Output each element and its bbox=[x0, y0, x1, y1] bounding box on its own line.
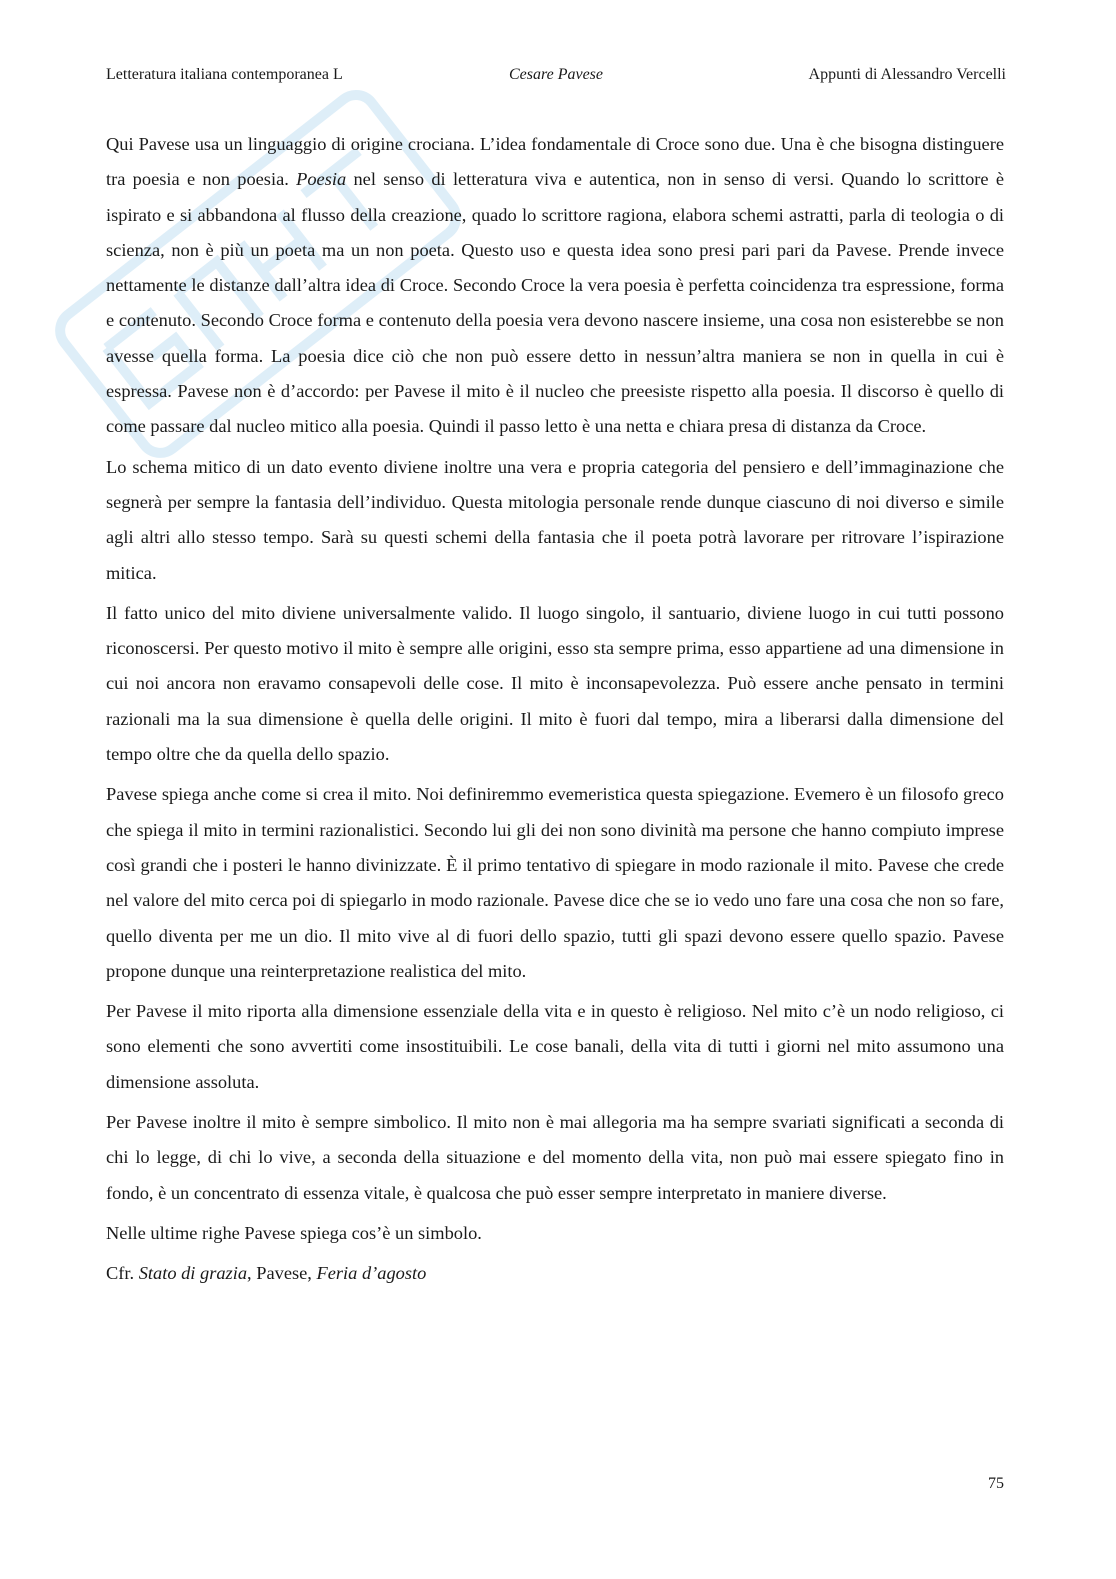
paragraph-1-part-b: nel senso di letteratura viva e autentica, non in senso di versi. Quando lo scrittore è ispirato e si abbandona al flusso della creazione, quado lo scrittore ragiona, elabora schemi astratti, parla di teologia o di scienza, non è più un poeta ma un non poeta. Questo uso e questa idea sono presi pari pari da Pavese. Prende invece nettamente le distanze dall’altra idea di Croce. Secondo Croce la vera poesia è perfetta coincidenza tra espressione, forma e contenuto. Secondo Croce forma e contenuto della poesia vera devono nascere insieme, una cosa non esisterebbe se non avesse quella forma. La poesia dice ciò che non può essere detto in nessun’altra maniera se non in quella in cui è espressa. Pavese non è d’accordo: per Pavese il mito è il nucleo che preesiste rispetto alla poesia. Il discorso è quello di come passare dal nucleo mitico alla poesia. Quindi il passo letto è una netta e chiara presa di distanza da Croce. bbox=[106, 169, 1004, 437]
paragraph-1 bbox=[106, 127, 1004, 445]
page-header bbox=[106, 66, 1006, 90]
cfr-mid: , Pavese, bbox=[247, 1263, 317, 1284]
header-author: Appunti di Alessandro Vercelli bbox=[808, 66, 1006, 83]
page-number: 75 bbox=[988, 1475, 1004, 1492]
paragraph-3: Il fatto unico del mito diviene universalmente valido. Il luogo singolo, il santuario, diviene luogo in cui tutti possono riconoscersi. Per questo motivo il mito è sempre alle origini, esso sta sempre prima, esso appartiene ad una dimensione in cui noi ancora non eravamo consapevoli delle cose. Il mito è inconsapevolezza. Può essere anche pensato in termini razionali ma la sua dimensione è quella delle origini. Il mito è fuori dal tempo, mira a liberarsi dalla dimensione del tempo oltre che da quella dello spazio. bbox=[106, 602, 1004, 765]
cfr-title-2: Feria d’agosto bbox=[316, 1263, 427, 1284]
paragraph-5: Per Pavese il mito riporta alla dimensione essenziale della vita e in questo è religioso. Nel mito c’è un nodo religioso, ci sono elementi che sono avvertiti come insostituibili. Le cose banali, della vita di tutti i giorni nel mito assumono una dimensione assoluta. bbox=[106, 1001, 1004, 1092]
cfr-prefix: Cfr. bbox=[106, 1263, 139, 1284]
paragraph-4: Pavese spiega anche come si crea il mito. Noi definiremmo evemeristica questa spiegazione. Evemero è un filosofo greco che spiega il mito in termini razionalistici. Secondo lui gli dei non sono divinità ma persone che hanno compiuto imprese così grandi che i posteri le hanno divinizzate. È il primo tentativo di spiegare in modo razionale il mito. Pavese che crede nel valore del mito cerca poi di spiegarlo in modo razionale. Pavese dice che se io vedo uno fare una cosa che non so fare, quello diventa per me un dio. Il mito vive al di fuori dello spazio, tutti gli spazi devono essere quello spazio. Pavese propone dunque una reinterpretazione realistica del mito. bbox=[106, 784, 1004, 981]
header-topic: Cesare Pavese bbox=[508, 66, 604, 83]
header-course: Letteratura italiana contemporanea L bbox=[106, 66, 343, 83]
cfr-title-1: Stato di grazia bbox=[138, 1263, 248, 1284]
paragraph-7: Nelle ultime righe Pavese spiega cos’è un simbolo. bbox=[106, 1222, 482, 1243]
paragraph-1-part-a: Qui Pavese usa un linguaggio di origine crociana. L’idea fondamentale di Croce sono due. Una è che bisogna distinguere tra poesia e non poesia. bbox=[106, 134, 1004, 190]
paragraph-cfr bbox=[106, 1256, 1004, 1291]
body-text bbox=[106, 127, 1004, 1297]
paragraph-6: Per Pavese inoltre il mito è sempre simbolico. Il mito non è mai allegoria ma ha sempre svariati significati a seconda di chi lo legge, di chi lo vive, a seconda della situazione e del momento della vita, non può mai essere spiegato fino in fondo, è un concentrato di essenza vitale, è qualcosa che può esser sempre interpretato in maniere diverse. bbox=[106, 1112, 1004, 1203]
paragraph-1-emphasis: Poesia bbox=[296, 169, 347, 190]
paragraph-2: Lo schema mitico di un dato evento diviene inoltre una vera e propria categoria del pensiero e dell’immaginazione che segnerà per sempre la fantasia dell’individuo. Questa mitologia personale rende dunque ciascuno di noi diverso e simile agli altri allo stesso tempo. Sarà su questi schemi della fantasia che il poeta potrà lavorare per ritrovare l’ispirazione mitica. bbox=[106, 456, 1004, 583]
